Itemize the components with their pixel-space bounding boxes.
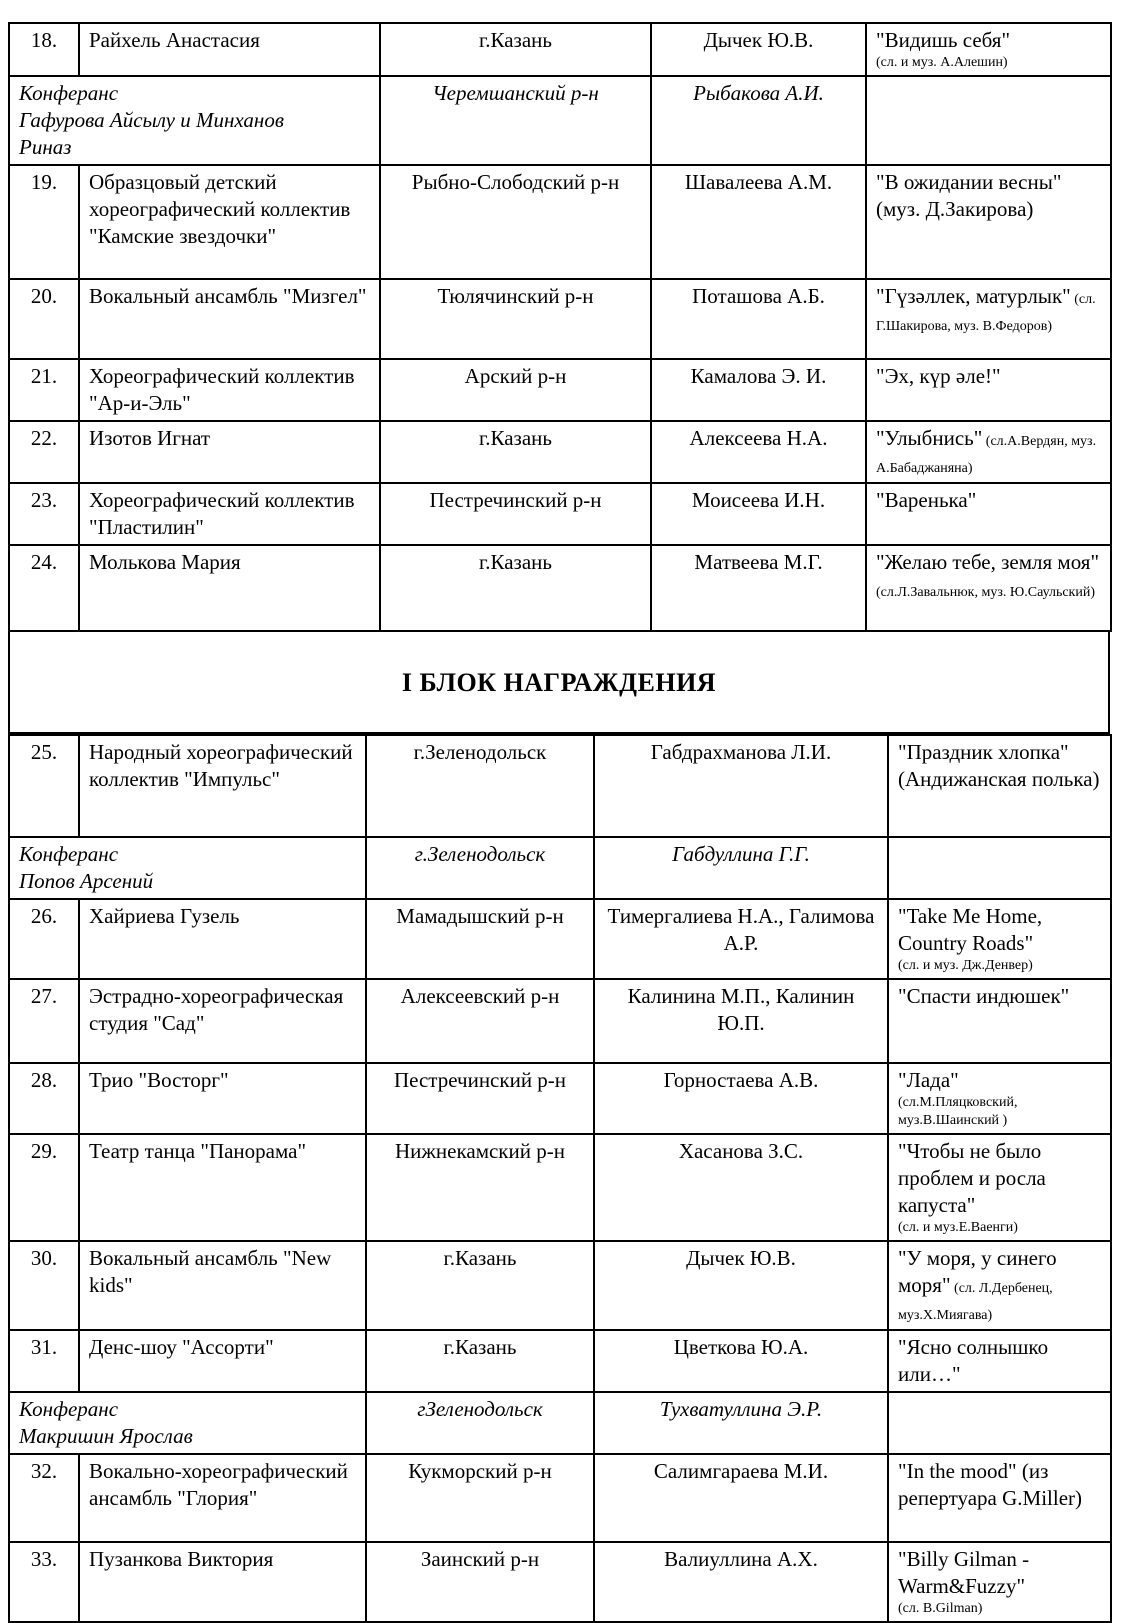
region-name: Мамадышский р-н — [366, 899, 594, 979]
song-title: "У моря, у синего моря" — [898, 1246, 1057, 1297]
teacher-name: Камалова Э. И. — [651, 359, 866, 421]
song-title: "Варенька" — [876, 488, 977, 512]
region-name: Заинский р-н — [366, 1542, 594, 1622]
teacher-name: Хасанова З.С. — [594, 1134, 888, 1241]
table-row — [9, 359, 1111, 421]
song-cell — [866, 76, 1111, 165]
participant-name: Вокально-хореографический ансамбль "Глория" — [79, 1454, 366, 1542]
song-cell — [888, 837, 1111, 899]
region-name: г.Зеленодольск — [366, 837, 594, 899]
participant-name: Вокальный ансамбль "Мизгел" — [79, 279, 380, 359]
conferans-name-cell — [9, 837, 366, 899]
conferans-row — [9, 837, 1111, 899]
region-name: Нижнекамский р-н — [366, 1134, 594, 1241]
conferans-label: Конферанс — [19, 1397, 119, 1421]
region-name: Алексеевский р-н — [366, 979, 594, 1063]
teacher-name: Тимергалиева Н.А., Галимова А.Р. — [594, 899, 888, 979]
participant-name: Хореографический коллектив "Ар-и-Эль" — [79, 359, 380, 421]
region-name: г.Казань — [380, 421, 651, 483]
teacher-name: Шавалеева А.М. — [651, 165, 866, 279]
song-cell — [866, 545, 1111, 631]
teacher-name: Матвеева М.Г. — [651, 545, 866, 631]
song-cell — [866, 421, 1111, 483]
song-cell — [866, 23, 1111, 76]
song-cell — [888, 1542, 1111, 1622]
song-cell — [888, 1063, 1111, 1134]
teacher-name: Салимгараева М.И. — [594, 1454, 888, 1542]
participant-name: Образцовый детский хореографический коллектив "Камские звездочки" — [79, 165, 380, 279]
region-name: Пестречинский р-н — [380, 483, 651, 545]
table-row — [9, 899, 1111, 979]
song-cell — [888, 1330, 1111, 1392]
region-name: Черемшанский р-н — [380, 76, 651, 165]
row-number: 28. — [9, 1063, 79, 1134]
song-title: "Take Me Home, Country Roads" — [898, 904, 1043, 955]
region-name: Рыбно-Слободский р-н — [380, 165, 651, 279]
song-title: "Улыбнись" — [876, 426, 983, 450]
song-title: "Лада" — [898, 1068, 959, 1092]
participant-name: Театр танца "Панорама" — [79, 1134, 366, 1241]
song-note: (сл.Л.Завальнюк, муз. Ю.Саульский) — [876, 585, 1096, 600]
table-row — [9, 735, 1111, 837]
row-number: 18. — [9, 23, 79, 76]
row-number: 27. — [9, 979, 79, 1063]
row-number: 25. — [9, 735, 79, 837]
song-title: "Желаю тебе, земля моя" — [876, 550, 1100, 574]
song-cell — [888, 1134, 1111, 1241]
song-cell — [888, 1392, 1111, 1454]
song-title: "В ожидании весны" — [876, 170, 1062, 194]
row-number: 22. — [9, 421, 79, 483]
song-cell — [888, 1241, 1111, 1330]
song-title: "Billy Gilman - Warm&Fuzzy" — [898, 1547, 1030, 1598]
row-number: 29. — [9, 1134, 79, 1241]
teacher-name: Дычек Ю.В. — [651, 23, 866, 76]
row-number: 21. — [9, 359, 79, 421]
region-name: г.Казань — [366, 1330, 594, 1392]
row-number: 24. — [9, 545, 79, 631]
participant-name: Эстрадно-хореографическая студия "Сад" — [79, 979, 366, 1063]
conferans-person: Гафурова Айсылу и Минханов Риназ — [19, 108, 284, 159]
region-name: гЗеленодольск — [366, 1392, 594, 1454]
row-number: 31. — [9, 1330, 79, 1392]
conferans-label: Конферанс — [19, 81, 119, 105]
region-name: Кукморский р-н — [366, 1454, 594, 1542]
song-title: "Ясно солнышко или…" — [898, 1335, 1049, 1386]
song-cell — [888, 979, 1111, 1063]
teacher-name: Цветкова Ю.А. — [594, 1330, 888, 1392]
song-cell — [888, 735, 1111, 837]
song-note: (из репертуара G.Miller) — [898, 1459, 1083, 1510]
table-row — [9, 1241, 1111, 1330]
song-note: (сл. Л.Дербенец, муз.Х.Миягава) — [898, 1281, 1053, 1323]
table-row — [9, 1063, 1111, 1134]
conferans-person: Макришин Ярослав — [19, 1424, 193, 1448]
row-number: 33. — [9, 1542, 79, 1622]
participant-name: Молькова Мария — [79, 545, 380, 631]
participant-name: Пузанкова Виктория — [79, 1542, 366, 1622]
teacher-name: Поташова А.Б. — [651, 279, 866, 359]
table-row — [9, 1454, 1111, 1542]
teacher-name: Рыбакова А.И. — [651, 76, 866, 165]
region-name: Тюлячинский р-н — [380, 279, 651, 359]
teacher-name: Алексеева Н.А. — [651, 421, 866, 483]
teacher-name: Габдрахманова Л.И. — [594, 735, 888, 837]
program-table-upper — [8, 22, 1112, 632]
row-number: 32. — [9, 1454, 79, 1542]
table-row — [9, 483, 1111, 545]
song-note: (сл. B.Gilman) — [898, 1601, 983, 1616]
row-number: 30. — [9, 1241, 79, 1330]
table-row — [9, 279, 1111, 359]
song-note: (Андижанская полька) — [898, 767, 1100, 791]
conferans-person: Попов Арсений — [19, 869, 154, 893]
song-note: (муз. Д.Закирова) — [876, 197, 1034, 221]
teacher-name: Горностаева А.В. — [594, 1063, 888, 1134]
conferans-row — [9, 1392, 1111, 1454]
row-number: 20. — [9, 279, 79, 359]
song-title: "Чтобы не было проблем и росла капуста" — [898, 1139, 1046, 1217]
song-title: "Спасти индюшек" — [898, 984, 1070, 1008]
song-cell — [866, 279, 1111, 359]
teacher-name: Калинина М.П., Калинин Ю.П. — [594, 979, 888, 1063]
teacher-name: Тухватуллина Э.Р. — [594, 1392, 888, 1454]
table-row — [9, 545, 1111, 631]
song-title: "Эх, күр әле!" — [876, 364, 1001, 388]
song-title: "In the mood" — [898, 1459, 1017, 1483]
table-row — [9, 1542, 1111, 1622]
teacher-name: Моисеева И.Н. — [651, 483, 866, 545]
table-row — [9, 165, 1111, 279]
song-title: "Гүзәллек, матурлык" — [876, 284, 1071, 308]
song-note: (сл. Г.Шакирова, муз. В.Федоров) — [876, 292, 1096, 334]
region-name: г.Казань — [380, 23, 651, 76]
teacher-name: Габдуллина Г.Г. — [594, 837, 888, 899]
row-number: 19. — [9, 165, 79, 279]
participant-name: Изотов Игнат — [79, 421, 380, 483]
region-name: г.Казань — [366, 1241, 594, 1330]
teacher-name: Дычек Ю.В. — [594, 1241, 888, 1330]
song-note: (сл.А.Вердян, муз. А.Бабаджаняна) — [876, 434, 1097, 476]
song-note: (сл. и муз. Дж.Денвер) — [898, 958, 1033, 973]
table-row — [9, 1134, 1111, 1241]
table-row — [9, 1330, 1111, 1392]
participant-name: Хайриева Гузель — [79, 899, 366, 979]
song-cell — [866, 359, 1111, 421]
region-name: г.Казань — [380, 545, 651, 631]
participant-name: Райхель Анастасия — [79, 23, 380, 76]
conferans-row — [9, 76, 1111, 165]
song-cell — [866, 165, 1111, 279]
song-cell — [888, 1454, 1111, 1542]
table-row — [9, 23, 1111, 76]
region-name: г.Зеленодольск — [366, 735, 594, 837]
table-row — [9, 979, 1111, 1063]
conferans-name-cell — [9, 1392, 366, 1454]
teacher-name: Валиуллина А.Х. — [594, 1542, 888, 1622]
song-note: (сл. и муз.Е.Ваенги) — [898, 1220, 1018, 1235]
song-title: "Праздник хлопка" — [898, 740, 1069, 764]
award-block-header: I БЛОК НАГРАЖДЕНИЯ — [8, 632, 1110, 734]
song-cell — [866, 483, 1111, 545]
conferans-name-cell — [9, 76, 380, 165]
participant-name: Трио "Восторг" — [79, 1063, 366, 1134]
table-row — [9, 421, 1111, 483]
participant-name: Хореографический коллектив "Пластилин" — [79, 483, 380, 545]
song-cell — [888, 899, 1111, 979]
row-number: 23. — [9, 483, 79, 545]
participant-name: Денс-шоу "Ассорти" — [79, 1330, 366, 1392]
participant-name: Народный хореографический коллектив "Импульс" — [79, 735, 366, 837]
region-name: Пестречинский р-н — [366, 1063, 594, 1134]
region-name: Арский р-н — [380, 359, 651, 421]
participant-name: Вокальный ансамбль "New kids" — [79, 1241, 366, 1330]
row-number: 26. — [9, 899, 79, 979]
program-table-lower — [8, 734, 1112, 1623]
song-title: "Видишь себя" — [876, 28, 1011, 52]
song-note: (сл.М.Пляцковский, муз.В.Шаинский ) — [898, 1095, 1018, 1128]
song-note: (сл. и муз. А.Алешин) — [876, 55, 1008, 70]
conferans-label: Конферанс — [19, 842, 119, 866]
